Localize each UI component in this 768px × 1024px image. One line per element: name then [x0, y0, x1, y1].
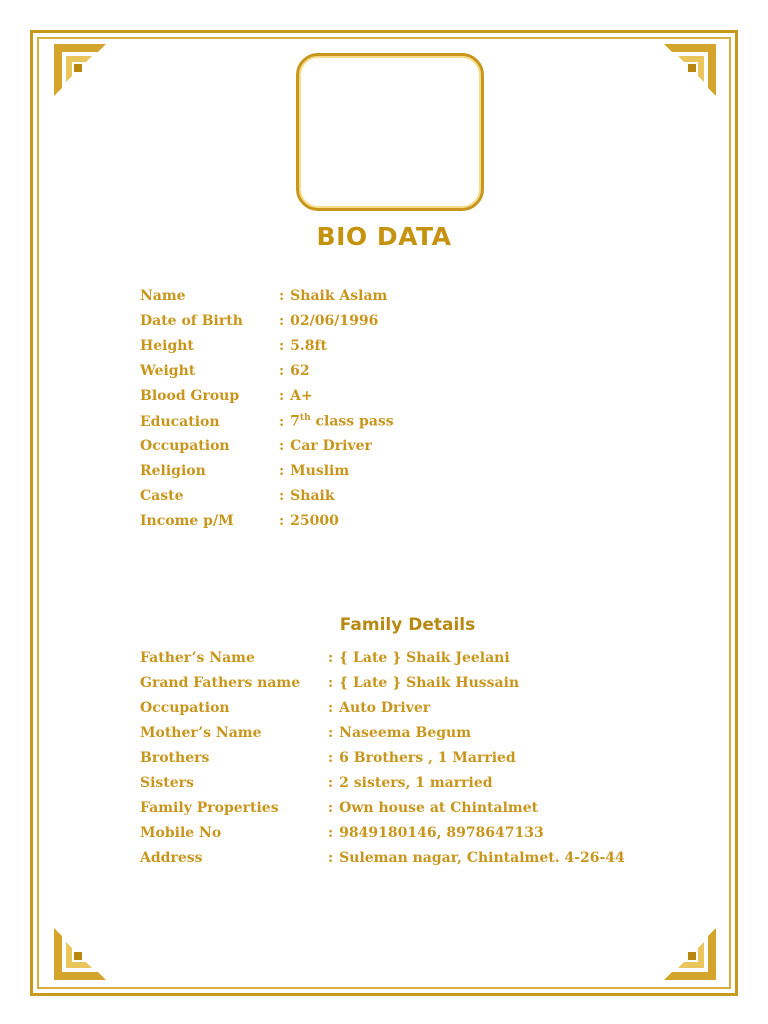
detail-label: Weight	[140, 363, 196, 379]
detail-value: Shaik	[290, 488, 335, 504]
family-section-title: Family Details	[339, 615, 476, 635]
detail-value: 62	[290, 363, 310, 379]
separator: :	[279, 363, 285, 379]
family-row-address	[140, 850, 625, 875]
family-label: Father’s Name	[140, 650, 255, 666]
family-label: Address	[140, 850, 203, 866]
corner-ornament-icon	[52, 926, 108, 982]
detail-row-income	[140, 513, 394, 538]
family-value: 9849180146, 8978647133	[339, 825, 544, 841]
detail-row-occupation	[140, 438, 394, 463]
photo-frame	[296, 53, 484, 211]
family-row-grandfather	[140, 675, 625, 700]
detail-label: Date of Birth	[140, 313, 243, 329]
page-title: BIO DATA	[316, 222, 452, 251]
corner-ornament-icon	[52, 42, 108, 98]
education-number: 7	[290, 413, 300, 430]
separator: :	[328, 725, 334, 741]
separator: :	[279, 438, 285, 454]
detail-row-name	[140, 288, 394, 313]
detail-label: Education	[140, 413, 220, 430]
detail-label: Name	[140, 288, 186, 304]
family-label: Occupation	[140, 700, 230, 716]
detail-value: Shaik Aslam	[290, 288, 388, 304]
detail-value: Muslim	[290, 463, 350, 479]
family-label: Mobile No	[140, 825, 222, 841]
separator: :	[279, 513, 285, 529]
detail-row-caste	[140, 488, 394, 513]
family-row-father	[140, 650, 625, 675]
family-row-sisters	[140, 775, 625, 800]
corner-ornament-icon	[662, 926, 718, 982]
separator: :	[279, 288, 285, 304]
family-value: 2 sisters, 1 married	[339, 775, 493, 791]
detail-value	[290, 413, 394, 430]
family-value: Auto Driver	[339, 700, 431, 716]
detail-label: Income p/M	[140, 513, 234, 529]
detail-label: Religion	[140, 463, 206, 479]
family-value: 6 Brothers , 1 Married	[339, 750, 516, 766]
family-value: Suleman nagar, Chintalmet. 4-26-44	[339, 850, 625, 866]
separator: :	[328, 850, 334, 866]
family-row-brothers	[140, 750, 625, 775]
family-label: Family Properties	[140, 800, 279, 816]
personal-details	[140, 288, 394, 538]
separator: :	[328, 750, 334, 766]
separator: :	[279, 488, 285, 504]
separator: :	[328, 700, 334, 716]
detail-row-blood-group	[140, 388, 394, 413]
family-row-mother	[140, 725, 625, 750]
family-row-occupation	[140, 700, 625, 725]
detail-value: 5.8ft	[290, 338, 328, 354]
detail-label: Height	[140, 338, 194, 354]
detail-label: Occupation	[140, 438, 230, 454]
separator: :	[328, 800, 334, 816]
detail-label: Blood Group	[140, 388, 240, 404]
detail-value: Car Driver	[290, 438, 372, 454]
family-value: Own house at Chintalmet	[339, 800, 539, 816]
corner-ornament-icon	[662, 42, 718, 98]
detail-row-religion	[140, 463, 394, 488]
detail-label: Caste	[140, 488, 184, 504]
family-label: Grand Fathers name	[140, 675, 301, 691]
separator: :	[328, 825, 334, 841]
detail-row-weight	[140, 363, 394, 388]
family-row-properties	[140, 800, 625, 825]
education-suffix: th	[299, 413, 311, 423]
separator: :	[279, 463, 285, 479]
detail-row-dob	[140, 313, 394, 338]
separator: :	[328, 675, 334, 691]
detail-value: 25000	[290, 513, 339, 529]
family-row-mobile	[140, 825, 625, 850]
separator: :	[279, 313, 285, 329]
separator: :	[328, 650, 334, 666]
detail-row-height	[140, 338, 394, 363]
education-rest: class pass	[310, 413, 394, 430]
family-value: Naseema Begum	[339, 725, 472, 741]
detail-row-education	[140, 413, 394, 438]
separator: :	[279, 413, 285, 430]
detail-value: A+	[290, 388, 313, 404]
separator: :	[279, 388, 285, 404]
family-value: { Late } Shaik Jeelani	[339, 650, 510, 666]
separator: :	[328, 775, 334, 791]
family-details	[140, 650, 625, 875]
family-label: Brothers	[140, 750, 210, 766]
family-label: Mother’s Name	[140, 725, 262, 741]
family-label: Sisters	[140, 775, 194, 791]
detail-value: 02/06/1996	[290, 313, 379, 329]
separator: :	[279, 338, 285, 354]
family-value: { Late } Shaik Hussain	[339, 675, 520, 691]
